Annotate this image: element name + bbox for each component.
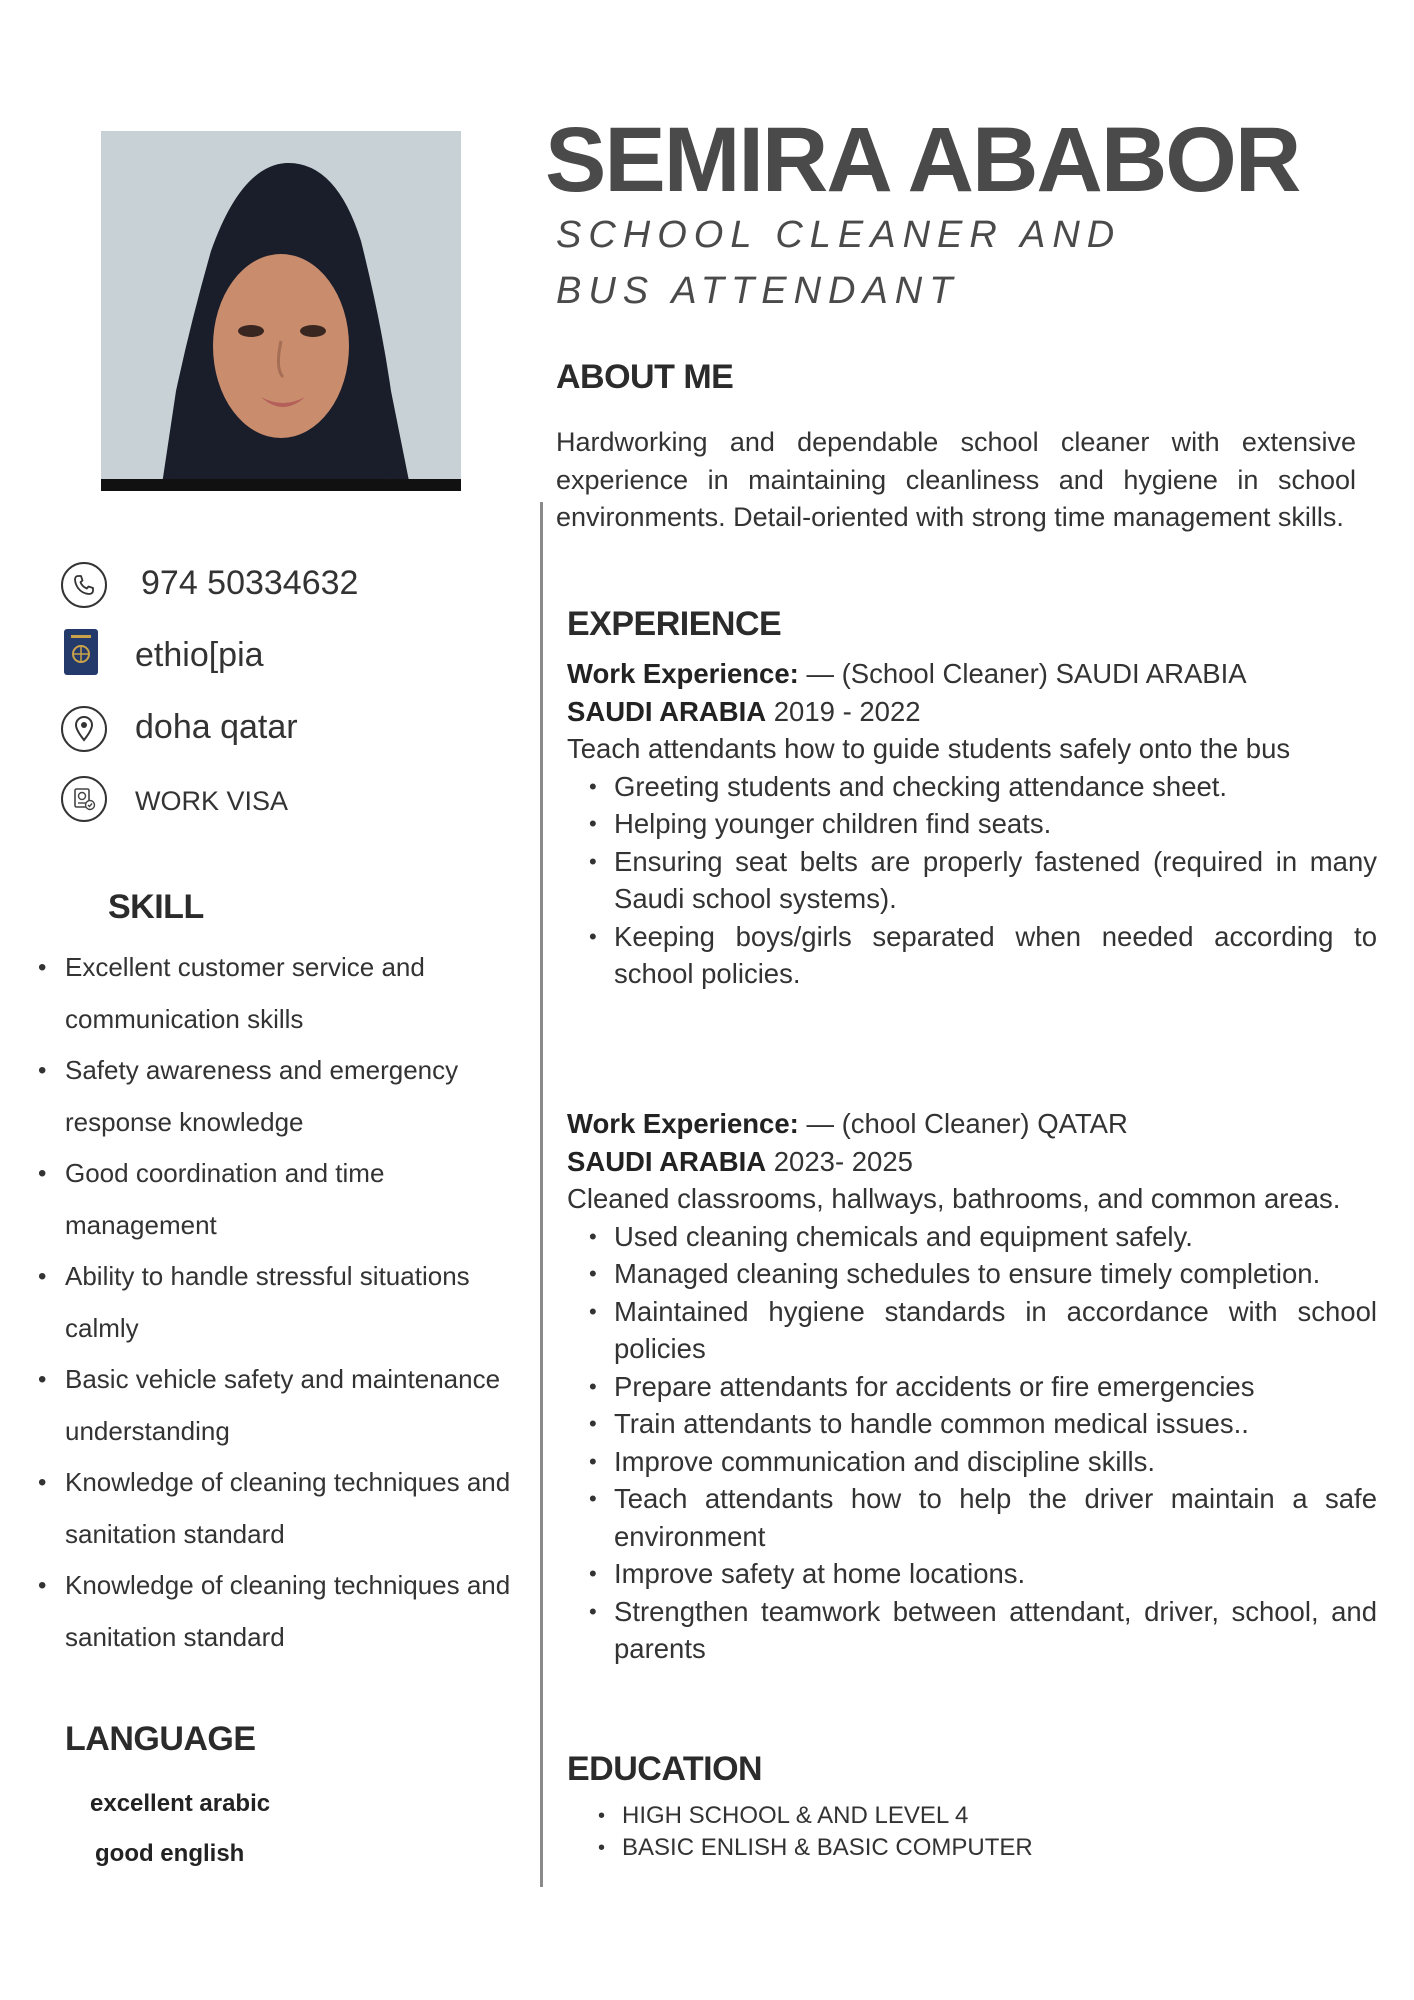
column-divider <box>540 502 543 1887</box>
experience-bullet: • Helping younger children find seats. <box>567 805 1377 843</box>
experience-bullet: • Greeting students and checking attendance sheet. <box>567 768 1377 806</box>
passport-icon <box>62 628 100 676</box>
experience-role-line <box>567 1105 1377 1143</box>
experience-role-line <box>567 655 1377 693</box>
skill-item: • Excellent customer service and communication skills <box>38 942 518 1045</box>
location-text: doha qatar <box>135 708 298 746</box>
skills-heading: SKILL <box>108 888 204 926</box>
skill-item: • Basic vehicle safety and maintenance understanding <box>38 1354 518 1457</box>
about-text: Hardworking and dependable school cleaner with extensive experience in maintaining cleanliness and hygiene in school environments. Detail-oriented with strong time management skills. <box>556 427 1356 532</box>
nationality-text: ethio[pia <box>135 636 264 674</box>
candidate-name: SEMIRA ABABOR <box>545 109 1300 211</box>
language-heading: LANGUAGE <box>65 1720 256 1758</box>
skills-list <box>38 942 518 1663</box>
experience-bullet: • Used cleaning chemicals and equipment safely. <box>567 1218 1377 1256</box>
experience-bullet: • Keeping boys/girls separated when needed according to school policies. <box>567 918 1377 993</box>
experience-bullet: • Improve communication and discipline skills. <box>567 1443 1377 1481</box>
visa-text: WORK VISA <box>135 786 289 816</box>
experience-role: — (School Cleaner) SAUDI ARABIA <box>798 658 1247 689</box>
phone-number: 974 50334632 <box>141 564 359 602</box>
job-title: SCHOOL CLEANER AND BUS ATTENDANT <box>556 214 1122 312</box>
skill-item: • Good coordination and time management <box>38 1148 518 1251</box>
experience-label: Work Experience: <box>567 1108 799 1139</box>
experience-bullet: • Ensuring seat belts are properly fastened (required in many Saudi school systems). <box>567 843 1377 918</box>
experience-bullet: • Strengthen teamwork between attendant, driver, school, and parents <box>567 1593 1377 1668</box>
skill-item: • Ability to handle stressful situations calmly <box>38 1251 518 1354</box>
location-pin-icon <box>61 706 107 752</box>
experience-entry-1 <box>567 655 1377 993</box>
education-item: • HIGH SCHOOL & AND LEVEL 4 <box>590 1800 1033 1832</box>
experience-heading: EXPERIENCE <box>567 605 782 643</box>
experience-years: 2019 - 2022 <box>766 695 921 727</box>
experience-bullet: • Managed cleaning schedules to ensure timely completion. <box>567 1255 1377 1293</box>
language-item: good english <box>95 1840 245 1867</box>
experience-dates-line <box>567 693 1377 731</box>
experience-bullet: • Train attendants to handle common medical issues.. <box>567 1405 1377 1443</box>
phone-icon <box>61 562 107 608</box>
experience-bullets <box>567 768 1377 993</box>
experience-country: SAUDI ARABIA <box>567 695 767 727</box>
skill-item: • Safety awareness and emergency response knowledge <box>38 1045 518 1148</box>
education-heading: EDUCATION <box>567 1750 763 1788</box>
experience-dates-line <box>567 1143 1377 1181</box>
experience-entry-2 <box>567 1105 1377 1668</box>
skill-item: • Knowledge of cleaning techniques and sanitation standard <box>38 1560 518 1663</box>
experience-description: Cleaned classrooms, hallways, bathrooms, and common areas. <box>567 1183 1341 1214</box>
experience-description: Teach attendants how to guide students safely onto the bus <box>567 733 1291 764</box>
profile-photo <box>101 131 461 491</box>
experience-bullet: • Maintained hygiene standards in accordance with school policies <box>567 1293 1377 1368</box>
experience-label: Work Experience: <box>567 658 799 689</box>
experience-country: SAUDI ARABIA <box>567 1145 767 1177</box>
experience-bullets <box>567 1218 1377 1668</box>
experience-years: 2023- 2025 <box>766 1145 913 1177</box>
visa-icon <box>61 776 107 822</box>
skill-item: • Knowledge of cleaning techniques and sanitation standard <box>38 1457 518 1560</box>
experience-bullet: • Teach attendants how to help the driver maintain a safe environment <box>567 1480 1377 1555</box>
language-item: excellent arabic <box>90 1790 271 1817</box>
education-item: • BASIC ENLISH & BASIC COMPUTER <box>590 1832 1033 1864</box>
experience-bullet: • Prepare attendants for accidents or fire emergencies <box>567 1368 1377 1406</box>
about-heading: ABOUT ME <box>556 358 734 396</box>
experience-role: — (chool Cleaner) QATAR <box>798 1108 1128 1139</box>
experience-bullet: • Improve safety at home locations. <box>567 1555 1377 1593</box>
education-list <box>590 1800 1033 1864</box>
